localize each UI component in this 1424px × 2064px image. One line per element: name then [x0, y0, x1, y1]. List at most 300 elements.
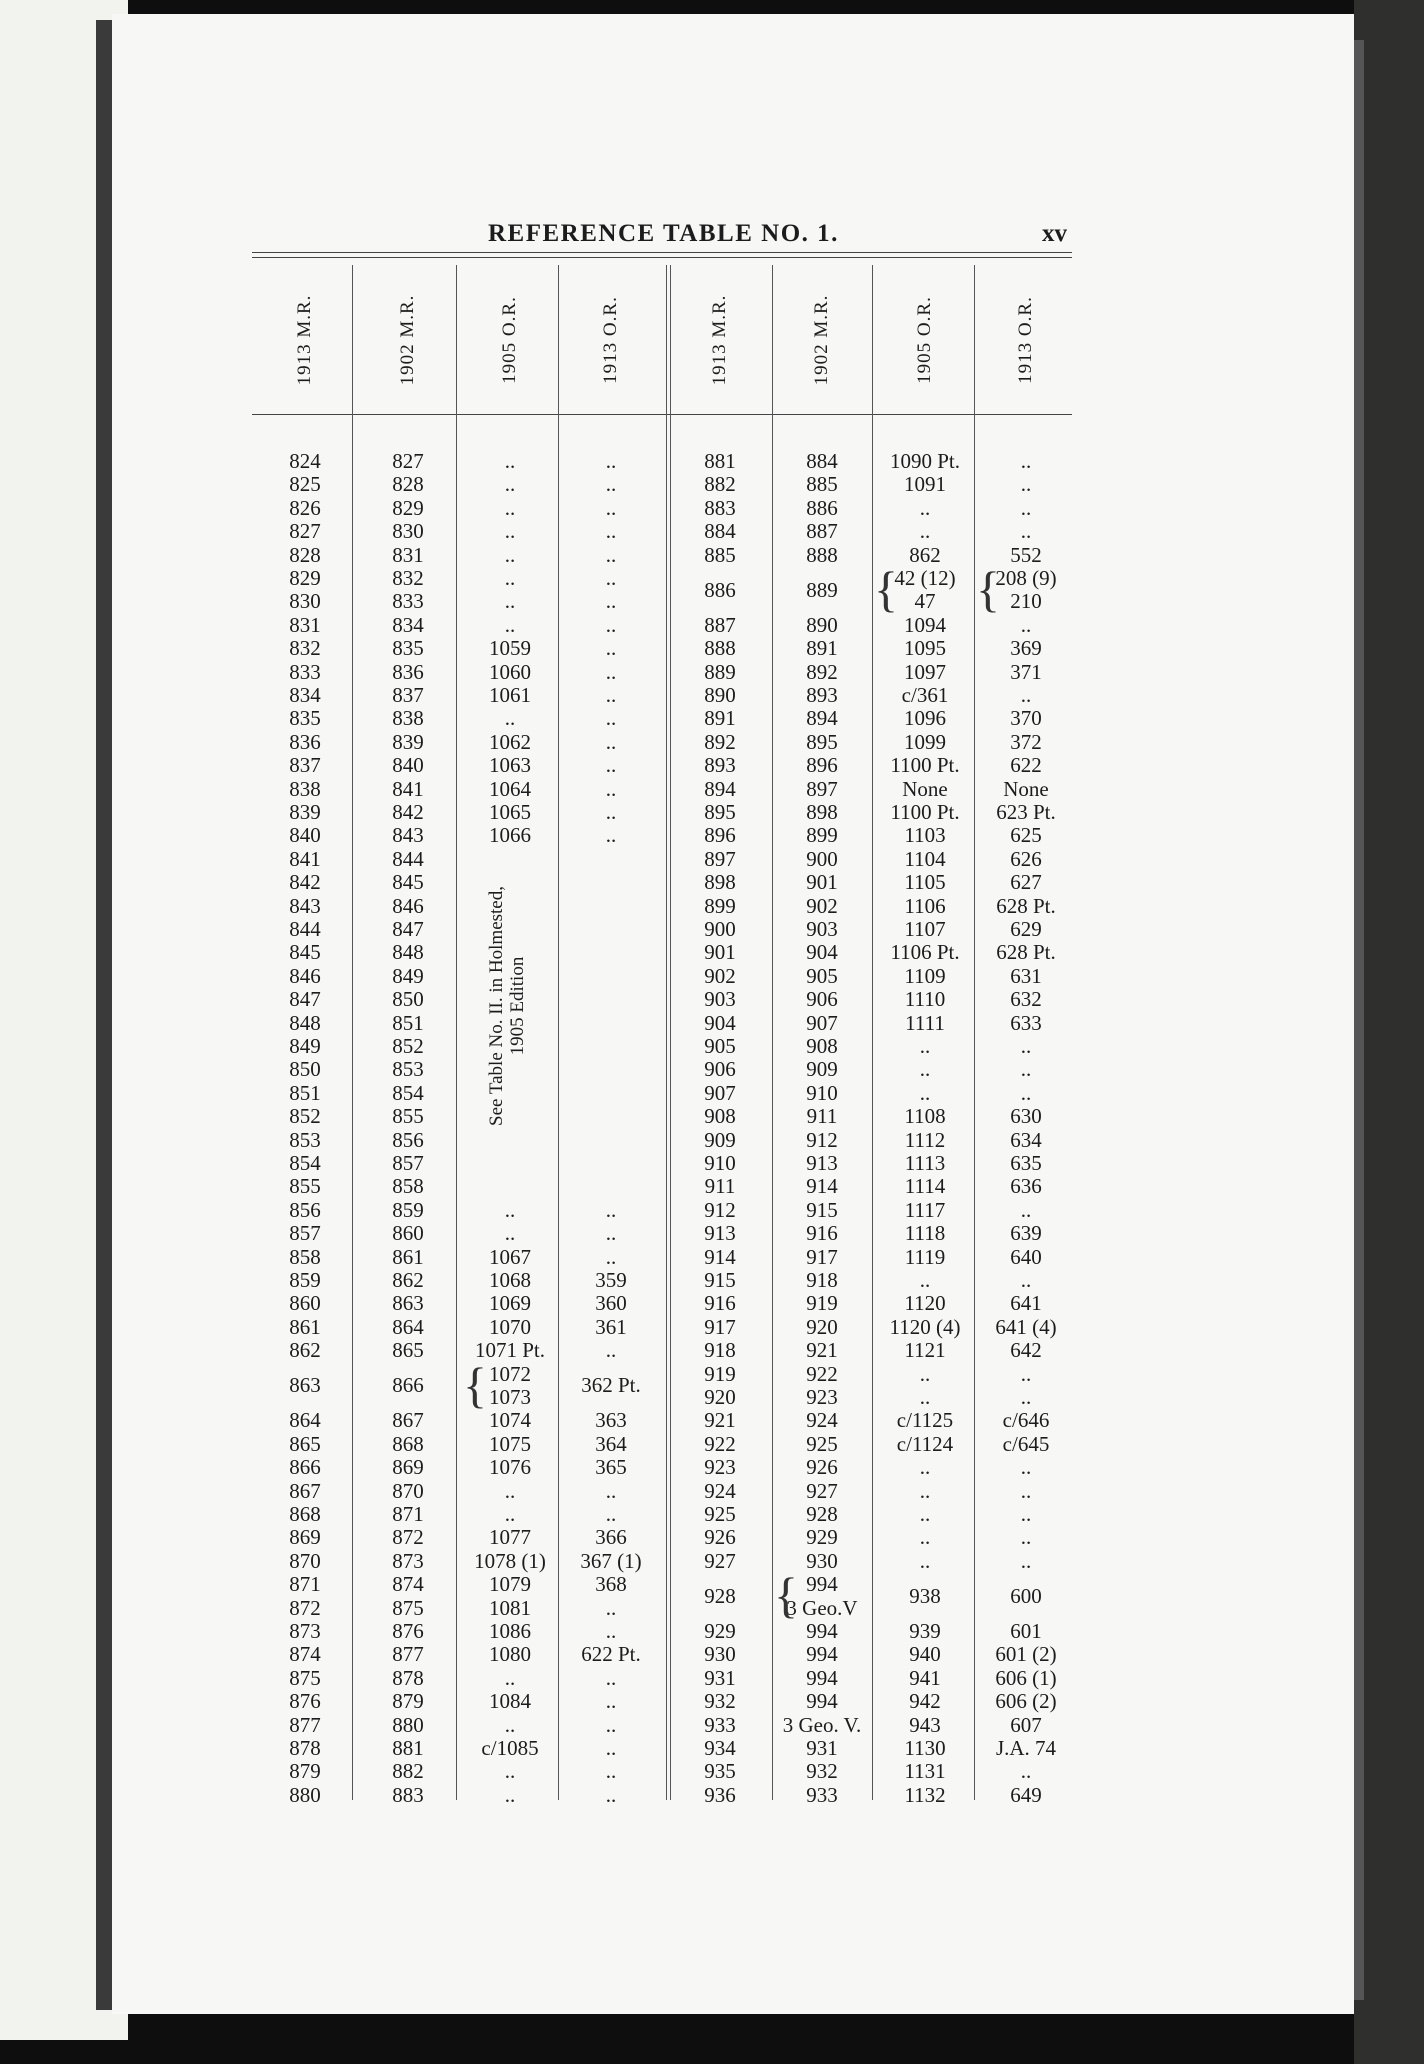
table-cell: 1094 [904, 612, 946, 637]
book-spine-edge [1354, 40, 1364, 2000]
table-cell: 916 [704, 1291, 736, 1316]
table-cell: 907 [806, 1010, 838, 1035]
table-cell: 641 (4) [995, 1314, 1057, 1339]
table-cell: 867 [289, 1478, 321, 1503]
table-cell: 919 [704, 1361, 736, 1386]
table-cell: .. [504, 589, 516, 614]
table-cell: 369 [1010, 636, 1042, 661]
table-cell: c/1085 [481, 1736, 539, 1760]
table-cell: 904 [806, 940, 838, 965]
column-header [975, 270, 1077, 410]
table-cell: 888 [806, 542, 838, 567]
table-cell: .. [605, 1736, 617, 1760]
book-spine [1354, 0, 1424, 2064]
table-cell: 864 [392, 1314, 424, 1339]
table-cell: 881 [392, 1736, 424, 1760]
table-cell: 943 [909, 1712, 941, 1737]
table-cell: 367 (1) [580, 1548, 642, 1573]
table-cell: 846 [289, 963, 321, 988]
table-cell: 208 (9) [995, 566, 1057, 590]
table-cell: 941 [909, 1665, 941, 1690]
table-cell: 1105 [904, 870, 946, 895]
table-cell: .. [504, 612, 516, 637]
table-cell: 830 [289, 589, 321, 614]
table-cell: 930 [806, 1548, 838, 1573]
table-cell: 884 [806, 449, 838, 473]
table-cell: .. [919, 1385, 931, 1409]
table-cell: 912 [806, 1127, 838, 1152]
table-cell: 893 [704, 753, 736, 778]
table-cell: 877 [289, 1712, 321, 1737]
table-cell: .. [605, 1759, 617, 1784]
table-cell: 898 [806, 800, 838, 824]
table-cell: 923 [806, 1385, 838, 1409]
table-cell: 893 [806, 683, 838, 707]
table-cell: .. [605, 1197, 617, 1222]
table-cell: .. [605, 823, 617, 848]
table-cell: 892 [806, 659, 838, 684]
table-cell: .. [605, 1595, 617, 1620]
table-cell: 875 [289, 1665, 321, 1690]
table-cell: 843 [289, 893, 321, 918]
table-cell: 862 [289, 1338, 321, 1363]
table-cell: 845 [289, 940, 321, 965]
table-cell: 887 [806, 519, 838, 544]
table-cell: .. [605, 706, 617, 731]
table-cell: 928 [806, 1502, 838, 1526]
table-cell: .. [605, 1502, 617, 1526]
table-cell: 895 [806, 729, 838, 754]
column-header [560, 270, 662, 410]
table-cell: 372 [1010, 729, 1042, 754]
table-cell: 878 [289, 1736, 321, 1760]
table-cell: .. [919, 495, 931, 520]
table-cell: 1120 (4) [889, 1314, 961, 1339]
table-cell: .. [919, 1455, 931, 1480]
page-title: REFERENCE TABLE NO. 1. [488, 220, 839, 247]
table-cell: 1113 [904, 1151, 946, 1175]
table-cell: 901 [704, 940, 736, 965]
table-cell: 364 [595, 1431, 627, 1456]
table-cell: 873 [289, 1619, 321, 1643]
table-cell: 1062 [489, 729, 531, 754]
table-cell: 370 [1010, 706, 1042, 731]
table-cell: 909 [704, 1127, 736, 1152]
table-cell: .. [1020, 1478, 1032, 1503]
table-cell: 994 [806, 1619, 838, 1643]
table-cell: 862 [392, 1268, 424, 1292]
table-cell: 1120 [904, 1291, 946, 1316]
table-cell: .. [605, 659, 617, 684]
table-cell: 854 [392, 1080, 424, 1105]
table-cell: 827 [392, 449, 424, 473]
table-cell: 926 [806, 1455, 838, 1480]
table-cell: 880 [289, 1782, 321, 1807]
table-cell: 831 [289, 612, 321, 637]
column-header-label: 1913 M.R. [294, 294, 315, 386]
table-cell: 924 [806, 1408, 838, 1433]
table-cell: c/1124 [896, 1431, 954, 1456]
table-cell: 871 [392, 1502, 424, 1526]
table-cell: 906 [704, 1057, 736, 1082]
table-cell: 1074 [489, 1408, 531, 1433]
table-cell: 860 [289, 1291, 321, 1316]
table-cell: .. [504, 1197, 516, 1222]
table-cell: c/645 [1002, 1431, 1050, 1456]
table-cell: 1117 [904, 1197, 946, 1222]
table-cell: 852 [289, 1104, 321, 1129]
table-cell: .. [919, 1502, 931, 1526]
table-cell: 1100 Pt. [890, 800, 960, 824]
table-cell: .. [605, 612, 617, 637]
table-cell: .. [919, 1057, 931, 1082]
table-cell: 915 [704, 1268, 736, 1292]
table-cell: 866 [392, 1373, 424, 1398]
table-cell: 877 [392, 1642, 424, 1667]
table-cell: 1096 [904, 706, 946, 731]
column-header-label: 1902 M.R. [811, 294, 832, 386]
column-header-label: 1913 O.R. [1015, 296, 1036, 384]
table-cell: .. [504, 449, 516, 473]
table-cell: 933 [704, 1712, 736, 1737]
table-cell: .. [504, 1759, 516, 1784]
table-cell: 827 [289, 519, 321, 544]
table-cell: 921 [806, 1338, 838, 1363]
column-divider [872, 265, 873, 1800]
table-cell: 889 [806, 577, 838, 602]
table-cell: 878 [392, 1665, 424, 1690]
table-cell: 1079 [489, 1572, 531, 1597]
table-cell: 840 [289, 823, 321, 848]
table-cell: 828 [289, 542, 321, 567]
table-cell: .. [1020, 1525, 1032, 1550]
table-cell: 876 [289, 1689, 321, 1714]
table-cell: 1106 Pt. [890, 940, 960, 965]
table-cell: 869 [392, 1455, 424, 1480]
table-cell: 885 [806, 472, 838, 497]
table-cell: 909 [806, 1057, 838, 1082]
table-cell: 826 [289, 495, 321, 520]
table-cell: .. [504, 542, 516, 567]
table-cell: 895 [704, 800, 736, 824]
table-cell: .. [1020, 1080, 1032, 1105]
table-cell: 863 [392, 1291, 424, 1316]
table-cell: 838 [289, 776, 321, 801]
brace-icon: { [976, 561, 1000, 617]
table-cell: 906 [806, 987, 838, 1012]
table-cell: 359 [595, 1268, 627, 1292]
table-cell: 627 [1010, 870, 1042, 895]
table-cell: 626 [1010, 846, 1042, 871]
table-cell: 1076 [489, 1455, 531, 1480]
table-cell: 870 [289, 1548, 321, 1573]
table-cell: 1059 [489, 636, 531, 661]
header-rule-top [252, 252, 1072, 253]
table-cell: 850 [289, 1057, 321, 1082]
table-cell: 888 [704, 636, 736, 661]
table-cell: .. [605, 1782, 617, 1807]
table-cell: 1075 [489, 1431, 531, 1456]
table-cell: .. [605, 1689, 617, 1714]
table-cell: 886 [806, 495, 838, 520]
table-cell: 831 [392, 542, 424, 567]
table-cell: 848 [392, 940, 424, 965]
table-cell: 847 [392, 917, 424, 941]
table-cell: 903 [806, 917, 838, 941]
brace-icon: { [774, 1567, 798, 1624]
table-cell: 1103 [904, 823, 946, 848]
table-cell: 904 [704, 1010, 736, 1035]
table-cell: 1097 [904, 659, 946, 684]
table-cell: .. [605, 1665, 617, 1690]
table-cell: .. [919, 1478, 931, 1503]
table-cell: 851 [392, 1010, 424, 1035]
table-cell: 897 [806, 776, 838, 801]
table-cell: 634 [1010, 1127, 1042, 1152]
table-cell: .. [1020, 1057, 1032, 1082]
table-cell: 361 [595, 1314, 627, 1339]
table-cell: .. [605, 1619, 617, 1643]
table-cell: 902 [704, 963, 736, 988]
table-cell: 629 [1010, 917, 1042, 941]
table-cell: .. [1020, 449, 1032, 473]
table-cell: 852 [392, 1034, 424, 1058]
table-cell: 892 [704, 729, 736, 754]
table-cell: 1077 [489, 1525, 531, 1550]
table-cell: None [1003, 776, 1049, 801]
table-cell: 929 [806, 1525, 838, 1550]
table-cell: 1067 [489, 1244, 531, 1269]
table-cell: 860 [392, 1221, 424, 1246]
table-cell: 1060 [489, 659, 531, 684]
table-cell: 360 [595, 1291, 627, 1316]
table-cell: 834 [392, 612, 424, 637]
table-cell: 42 (12) [894, 566, 956, 590]
table-cell: .. [1020, 612, 1032, 637]
table-cell: 869 [289, 1525, 321, 1550]
table-cell: 864 [289, 1408, 321, 1433]
table-cell: 931 [704, 1665, 736, 1690]
book-gutter [96, 20, 112, 2010]
table-cell: 918 [806, 1268, 838, 1292]
table-cell: 47 [914, 589, 936, 614]
table-cell: 910 [704, 1151, 736, 1175]
table-cell: 900 [806, 846, 838, 871]
table-cell: 649 [1010, 1782, 1042, 1807]
table-cell: .. [919, 1548, 931, 1573]
table-cell: 837 [392, 683, 424, 707]
table-cell: 1065 [489, 800, 531, 824]
table-cell: .. [605, 1221, 617, 1246]
table-cell: 843 [392, 823, 424, 848]
table-cell: 856 [289, 1197, 321, 1222]
table-cell: 856 [392, 1127, 424, 1152]
table-cell: 880 [392, 1712, 424, 1737]
table-cell: .. [605, 1244, 617, 1269]
column-divider [666, 265, 667, 1800]
table-cell: 3 Geo. V. [782, 1712, 862, 1737]
table-cell: 632 [1010, 987, 1042, 1012]
table-cell: 836 [289, 729, 321, 754]
table-cell: 882 [704, 472, 736, 497]
table-cell: 879 [392, 1689, 424, 1714]
table-cell: 900 [704, 917, 736, 941]
table-cell: .. [1020, 1034, 1032, 1058]
table-cell: .. [1020, 1361, 1032, 1386]
table-cell: 1086 [489, 1619, 531, 1643]
table-cell: 835 [289, 706, 321, 731]
table-cell: 622 Pt. [581, 1642, 641, 1667]
table-cell: 1131 [904, 1759, 946, 1784]
table-cell: 3 Geo.V [786, 1595, 858, 1620]
table-cell: 833 [289, 659, 321, 684]
table-cell: 858 [289, 1244, 321, 1269]
table-cell: 859 [289, 1268, 321, 1292]
table-cell: 849 [392, 963, 424, 988]
table-cell: 867 [392, 1408, 424, 1433]
table-cell: 848 [289, 1010, 321, 1035]
table-cell: .. [605, 449, 617, 473]
table-cell: 630 [1010, 1104, 1042, 1129]
column-header [254, 270, 356, 410]
table-cell: 844 [392, 846, 424, 871]
table-cell: 1109 [904, 963, 946, 988]
table-cell: 874 [392, 1572, 424, 1597]
table-cell: 1070 [489, 1314, 531, 1339]
table-cell: .. [1020, 1197, 1032, 1222]
table-cell: 841 [289, 846, 321, 871]
table-cell: .. [1020, 1455, 1032, 1480]
table-cell: 855 [392, 1104, 424, 1129]
table-cell: .. [504, 1221, 516, 1246]
table-cell: 868 [289, 1502, 321, 1526]
table-cell: 927 [806, 1478, 838, 1503]
table-cell: 902 [806, 893, 838, 918]
table-cell: 641 [1010, 1291, 1042, 1316]
table-cell: 897 [704, 846, 736, 871]
table-cell: .. [919, 1361, 931, 1386]
table-cell: 874 [289, 1642, 321, 1667]
table-cell: 1068 [489, 1268, 531, 1292]
table-cell: 1090 Pt. [889, 449, 960, 473]
table-cell: 925 [704, 1502, 736, 1526]
table-cell: 1063 [489, 753, 531, 778]
table-cell: .. [1020, 519, 1032, 544]
page-number: xv [1042, 220, 1067, 247]
table-cell: .. [605, 589, 617, 614]
table-cell: 929 [704, 1619, 736, 1643]
table-cell: 936 [704, 1782, 736, 1807]
table-cell: 873 [392, 1548, 424, 1573]
column-header-label: 1905 O.R. [499, 296, 520, 384]
table-cell: 623 Pt. [996, 800, 1056, 824]
column-header [357, 270, 459, 410]
table-cell: 639 [1010, 1221, 1042, 1246]
table-cell: 830 [392, 519, 424, 544]
table-cell: 837 [289, 753, 321, 778]
table-cell: 889 [704, 659, 736, 684]
column-header-label: 1905 O.R. [914, 296, 935, 384]
column-header-label: 1913 O.R. [600, 296, 621, 384]
table-cell: 883 [392, 1782, 424, 1807]
table-cell: 1069 [489, 1291, 531, 1316]
table-cell: 606 (2) [995, 1689, 1057, 1714]
table-cell: .. [605, 1338, 617, 1363]
table-cell: .. [504, 495, 516, 520]
table-cell: 844 [289, 917, 321, 941]
table-cell: .. [605, 683, 617, 707]
table-cell: 922 [704, 1431, 736, 1456]
table-cell: 885 [704, 542, 736, 567]
table-cell: 914 [806, 1174, 838, 1199]
table-cell: .. [1020, 683, 1032, 707]
column-header [771, 270, 873, 410]
table-cell: .. [605, 519, 617, 544]
table-cell: 842 [392, 800, 424, 824]
table-cell: 890 [806, 612, 838, 637]
table-note-line-2: 1905 Edition [507, 956, 528, 1056]
table-cell: 913 [806, 1151, 838, 1175]
table-cell: 628 Pt. [996, 940, 1056, 965]
table-cell: .. [919, 1080, 931, 1105]
table-cell: 863 [289, 1373, 321, 1398]
table-cell: 862 [909, 542, 941, 567]
table-cell: 1084 [489, 1689, 531, 1714]
table-cell: .. [919, 1268, 931, 1292]
table-cell: 865 [289, 1431, 321, 1456]
table-cell: 840 [392, 753, 424, 778]
table-cell: 866 [289, 1455, 321, 1480]
table-cell: .. [605, 1712, 617, 1737]
table-cell: 635 [1010, 1151, 1042, 1175]
table-cell: 854 [289, 1151, 321, 1175]
table-cell: 924 [704, 1478, 736, 1503]
table-cell: .. [1020, 1268, 1032, 1292]
table-cell: 636 [1010, 1174, 1042, 1199]
table-cell: 887 [704, 612, 736, 637]
table-cell: .. [605, 472, 617, 497]
table-cell: 917 [806, 1244, 838, 1269]
table-cell: 920 [806, 1314, 838, 1339]
table-cell: 857 [289, 1221, 321, 1246]
table-cell: 925 [806, 1431, 838, 1456]
table-cell: 905 [806, 963, 838, 988]
table-cell: 1108 [904, 1104, 946, 1129]
table-cell: 926 [704, 1525, 736, 1550]
table-cell: .. [1020, 1385, 1032, 1409]
table-cell: 833 [392, 589, 424, 614]
table-cell: 1095 [904, 636, 946, 661]
table-cell: 628 Pt. [996, 893, 1056, 918]
table-cell: 994 [806, 1572, 838, 1597]
table-cell: 640 [1010, 1244, 1042, 1269]
table-cell: 905 [704, 1034, 736, 1058]
table-cell: 876 [392, 1619, 424, 1643]
header-rule-bottom [252, 257, 1072, 258]
table-cell: 841 [392, 776, 424, 801]
table-cell: c/361 [901, 683, 949, 707]
table-cell: 633 [1010, 1010, 1042, 1035]
table-cell: 899 [806, 823, 838, 848]
table-cell: 870 [392, 1478, 424, 1503]
table-cell: 903 [704, 987, 736, 1012]
table-cell: 1112 [904, 1127, 946, 1152]
table-cell: 842 [289, 870, 321, 895]
table-cell: 368 [595, 1572, 627, 1597]
table-cell: 642 [1010, 1338, 1042, 1363]
table-cell: 829 [392, 495, 424, 520]
table-cell: 1107 [904, 917, 946, 941]
